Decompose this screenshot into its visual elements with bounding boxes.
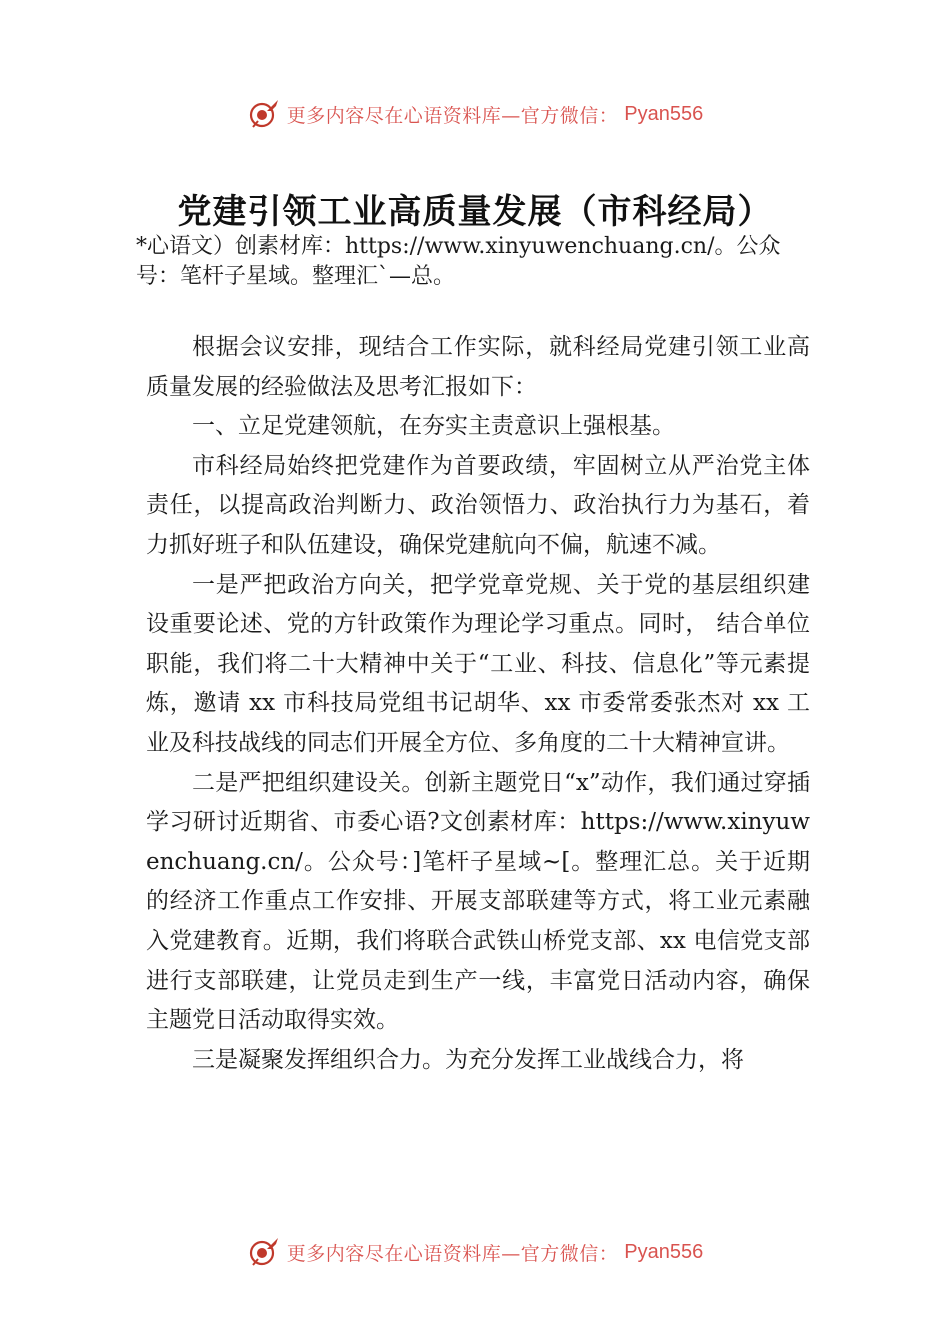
paragraph-point-two: 二是严把组织建设关。创新主题党日“x”动作，我们通过穿插学习研讨近期省、市委心语?文创素材库：https://www.xinyuwenchuang.cn/。公众号：]笔杆子星域~[。整理汇总。关于近期的经济工作重点工作安排、开展支部联建等方式，将工业元素融入党建教育。近期，我们将联合武铁山桥党支部、xx 电信党支部进行支部联建，让党员走到生产一线，丰富党日活动内容，确保主题党日活动取得实效。: [146, 769, 810, 1034]
document-body: [146, 328, 810, 1080]
header-watermark-banner: [0, 94, 950, 134]
banner-text: 更多内容尽在心语资料库—官方微信：: [286, 104, 619, 127]
document-title: 党建引领工业高质量发展（市科经局）: [177, 192, 773, 232]
quill-logo-icon: [247, 97, 281, 131]
paragraph-section-heading: 一、立足党建领航，在夯实主责意识上强根基。: [192, 413, 675, 440]
footer-watermark-banner: [0, 1232, 950, 1272]
banner-handle: Pyan556: [624, 1240, 704, 1263]
source-note: *心语文）创素材库：https://www.xinyuwenchuang.cn/。公众号：笔杆子星域。整理汇`—总。: [136, 234, 781, 289]
paragraph-point-one: 一是严把政治方向关，把学党章党规、关于党的基层组织建设重要论述、党的方针政策作为理论学习重点。同时， 结合单位职能，我们将二十大精神中关于“工业、科技、信息化”等元素提炼，邀请 xx 市科技局党组书记胡华、xx 市委常委张杰对 xx 工业及科技战线的同志们开展全方位、多角度的二十大精神宣讲。: [146, 571, 810, 756]
paragraph-intro: 根据会议安排，现结合工作实际，就科经局党建引领工业高质量发展的经验做法及思考汇报如下：: [146, 334, 810, 400]
paragraph-overview: 市科经局始终把党建作为首要政绩，牢固树立从严治党主体责任，以提高政治判断力、政治领悟力、政治执行力为基石，着力抓好班子和队伍建设，确保党建航向不偏，航速不减。: [146, 452, 810, 558]
banner-text: 更多内容尽在心语资料库—官方微信：: [286, 1242, 619, 1265]
quill-logo-icon: [247, 1235, 281, 1269]
banner-handle: Pyan556: [624, 102, 704, 125]
paragraph-point-three: 三是凝聚发挥组织合力。为充分发挥工业战线合力，将: [192, 1046, 744, 1073]
